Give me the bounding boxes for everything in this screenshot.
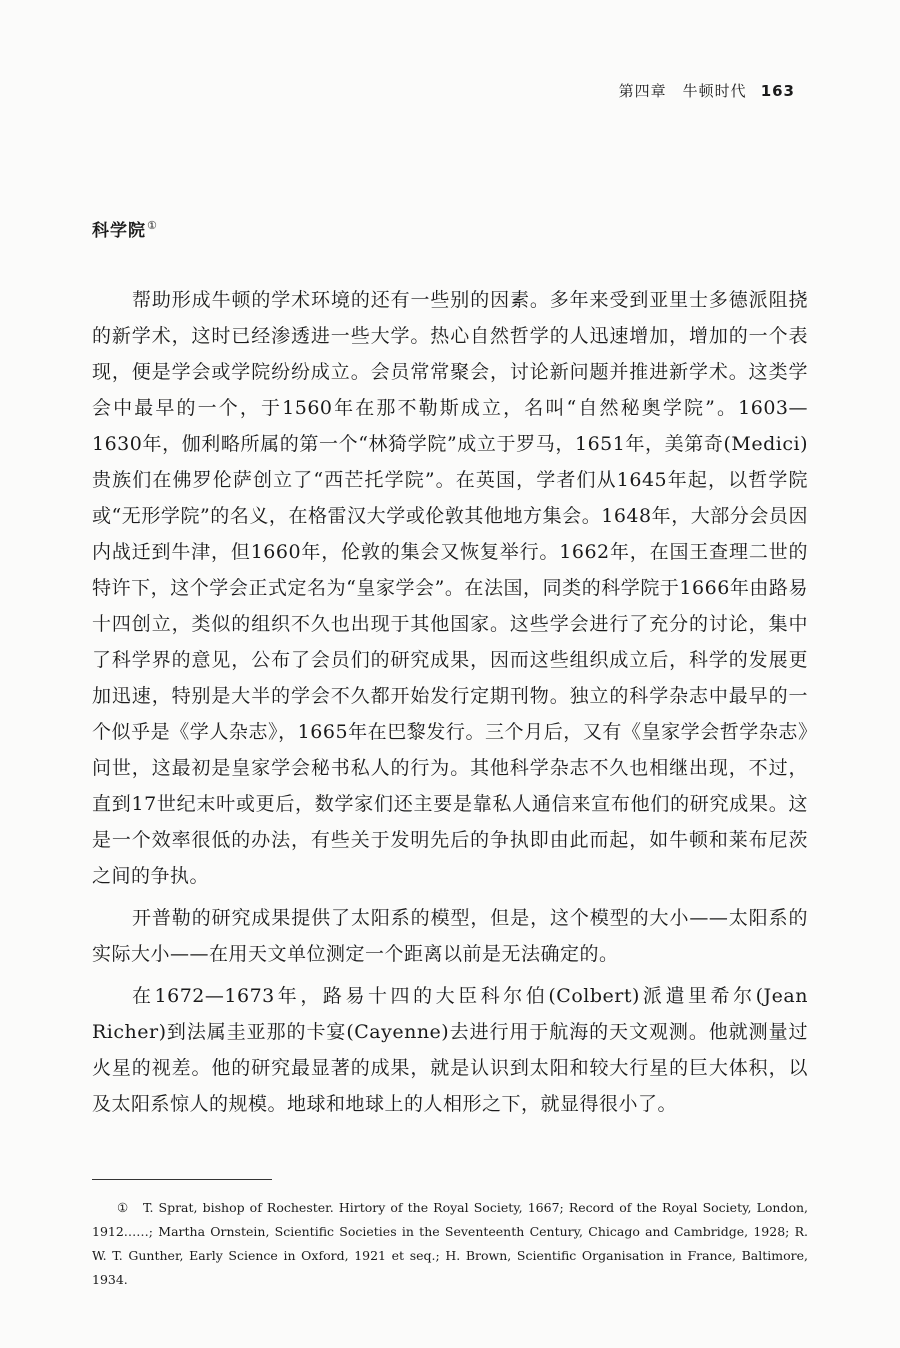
section-title-text: 科学院	[92, 221, 146, 241]
paragraph: 帮助形成牛顿的学术环境的还有一些别的因素。多年来受到亚里士多德派阻挠的新学术，这时已经渗透进一些大学。热心自然哲学的人迅速增加，增加的一个表现，便是学会或学院纷纷成立。会员常常聚会，讨论新问题并推进新学术。这类学会中最早的一个，于1560年在那不勒斯成立，名叫“自然秘奥学院”。1603—1630年，伽利略所属的第一个“林猗学院”成立于罗马，1651年，美第奇(Medici)贵族们在佛罗伦萨创立了“西芒托学院”。在英国，学者们从1645年起，以哲学院或“无形学院”的名义，在格雷汉大学或伦敦其他地方集会。1648年，大部分会员因内战迁到牛津，但1660年，伦敦的集会又恢复举行。1662年，在国王查理二世的特许下，这个学会正式定名为“皇家学会”。在法国，同类的科学院于1666年由路易十四创立，类似的组织不久也出现于其他国家。这些学会进行了充分的讨论，集中了科学界的意见，公布了会员们的研究成果，因而这些组织成立后，科学的发展更加迅速，特别是大半的学会不久都开始发行定期刊物。独立的科学杂志中最早的一个似乎是《学人杂志》，1665年在巴黎发行。三个月后，又有《皇家学会哲学杂志》问世，这最初是皇家学会秘书私人的行为。其他科学杂志不久也相继出现，不过，直到17世纪末叶或更后，数学家们还主要是靠私人通信来宣布他们的研究成果。这是一个效率很低的办法，有些关于发明先后的争执即由此而起，如牛顿和莱布尼茨之间的争执。	[92, 289, 808, 887]
footnote-divider	[92, 1179, 272, 1180]
body-text	[92, 282, 808, 1128]
footnote-marker: ①	[147, 219, 158, 233]
running-header	[619, 80, 795, 101]
footnotes	[92, 1196, 808, 1292]
page-number: 163	[760, 82, 795, 100]
section-heading	[92, 216, 158, 241]
paragraph: 开普勒的研究成果提供了太阳系的模型，但是，这个模型的大小——太阳系的实际大小——在用天文单位测定一个距离以前是无法确定的。	[92, 907, 808, 965]
footnote: ① T. Sprat, bishop of Rochester. Hirtory of the Royal Society, 1667; Record of the Royal Society, London, 1912……; Martha Ornstein, Scientific Societies in the Seventeenth Century, Chicago and Cambridge, 1928; R. W. T. Gunther, Early Science in Oxford, 1921 et seq.; H. Brown, Scientific Organisation in France, Baltimore, 1934.	[92, 1200, 808, 1287]
chapter-title: 第四章 牛顿时代	[618, 82, 747, 100]
paragraph: 在1672—1673年，路易十四的大臣科尔伯(Colbert)派遣里希尔(Jean Richer)到法属圭亚那的卡宴(Cayenne)去进行用于航海的天文观测。他就测量过火星的视差。他的研究最显著的成果，就是认识到太阳和较大行星的巨大体积，以及太阳系惊人的规模。地球和地球上的人相形之下，就显得很小了。	[92, 985, 808, 1115]
